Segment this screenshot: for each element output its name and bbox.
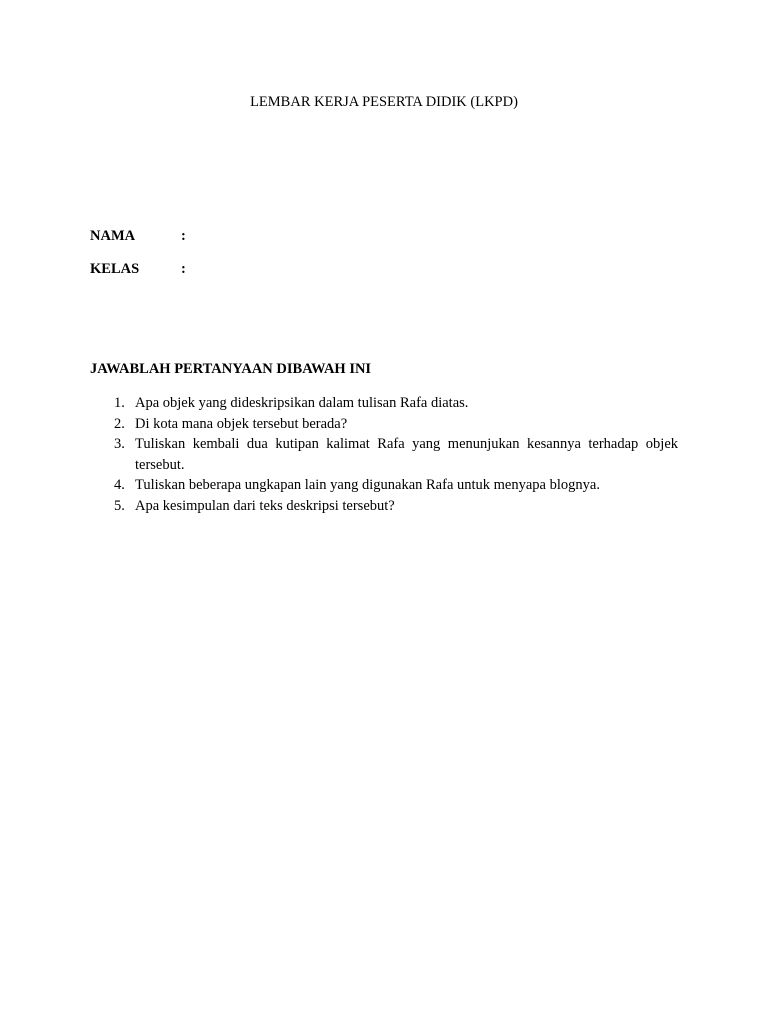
list-item bbox=[90, 496, 678, 517]
question-text: Tuliskan beberapa ungkapan lain yang digunakan Rafa untuk menyapa blognya. bbox=[135, 477, 600, 494]
list-item bbox=[90, 414, 678, 435]
field-separator-nama: : bbox=[181, 228, 186, 244]
field-label-kelas: KELAS bbox=[90, 261, 140, 277]
question-list bbox=[90, 393, 678, 517]
list-item bbox=[90, 434, 678, 475]
question-number: 1. bbox=[114, 395, 125, 411]
question-number: 2. bbox=[114, 415, 125, 432]
question-text: Apa objek yang dideskripsikan dalam tulisan Rafa diatas. bbox=[135, 395, 469, 411]
page-title: LEMBAR KERJA PESERTA DIDIK (LKPD) bbox=[250, 94, 518, 110]
field-nama bbox=[90, 227, 186, 245]
list-item bbox=[90, 393, 678, 414]
instruction-heading: JAWABLAH PERTANYAAN DIBAWAH INI bbox=[90, 361, 372, 377]
list-item bbox=[90, 475, 678, 496]
question-number: 3. bbox=[114, 436, 125, 453]
question-text: Di kota mana objek tersebut berada? bbox=[135, 415, 348, 432]
field-separator-kelas: : bbox=[181, 261, 186, 277]
field-label-nama: NAMA bbox=[90, 228, 136, 244]
field-kelas bbox=[90, 260, 186, 278]
question-number: 5. bbox=[114, 497, 125, 514]
question-number: 4. bbox=[114, 477, 125, 494]
question-text: Tuliskan kembali dua kutipan kalimat Rafa yang menunjukan kesannya terhadap objek tersebut. bbox=[135, 436, 678, 473]
question-text: Apa kesimpulan dari teks deskripsi tersebut? bbox=[135, 497, 395, 514]
